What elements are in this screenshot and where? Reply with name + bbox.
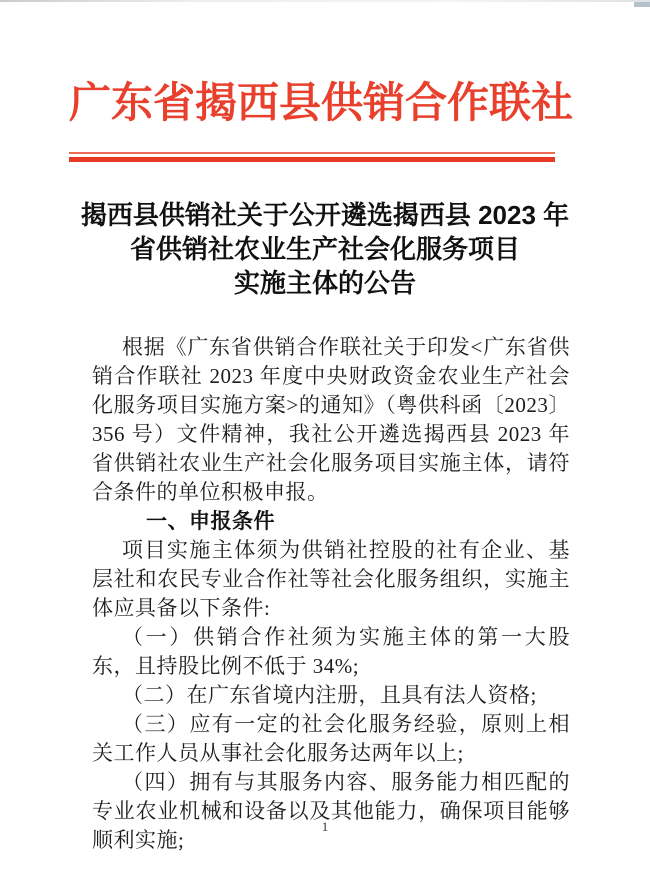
document-body: [92, 333, 570, 855]
condition-item-2: （二）在广东省境内注册，且具有法人资格;: [122, 683, 537, 707]
document-title-line-3: 实施主体的公告: [233, 268, 416, 298]
condition-item-1: （一）供销合作社须为实施主体的第一大股东，且持股比例不低于 34%;: [92, 625, 570, 678]
letterhead-rule-thin: [69, 152, 555, 154]
section-heading-application-conditions: 一、申报条件: [146, 510, 275, 533]
letterhead-org-title: 广东省揭西县供销合作联社: [69, 81, 574, 127]
condition-item-3: （三）应有一定的社会化服务经验，原则上相关工作人员从事社会化服务达两年以上;: [92, 712, 570, 765]
condition-item-4: （四）拥有与其服务内容、服务能力相匹配的专业农业机械和设备以及其他能力，确保项目能够顺利实施;: [92, 770, 570, 852]
scan-edge-artifact: [0, 0, 650, 2]
scan-corner-artifact: [634, 2, 650, 7]
document-title-line-2: 省供销社农业生产社会化服务项目: [129, 234, 520, 264]
document-title-line-1: 揭西县供销社关于公开遴选揭西县 2023 年: [80, 200, 570, 230]
document-title: [50, 198, 600, 300]
letterhead-rule-thick: [69, 157, 555, 162]
page-number: 1: [321, 819, 329, 834]
section-intro-paragraph: 项目实施主体须为供销社控股的社有企业、基层社和农民专业合作社等社会化服务组织，实施主体应具备以下条件:: [92, 538, 570, 620]
intro-paragraph: 根据《广东省供销合作联社关于印发<广东省供销合作联社 2023 年度中央财政资金农业生产社会化服务项目实施方案>的通知》（粤供科函〔2023〕356 号）文件精神，我社公开遴选揭西县 2023 年省供销社农业生产社会化服务项目实施主体，请符合条件的单位积极申报。: [92, 335, 570, 504]
